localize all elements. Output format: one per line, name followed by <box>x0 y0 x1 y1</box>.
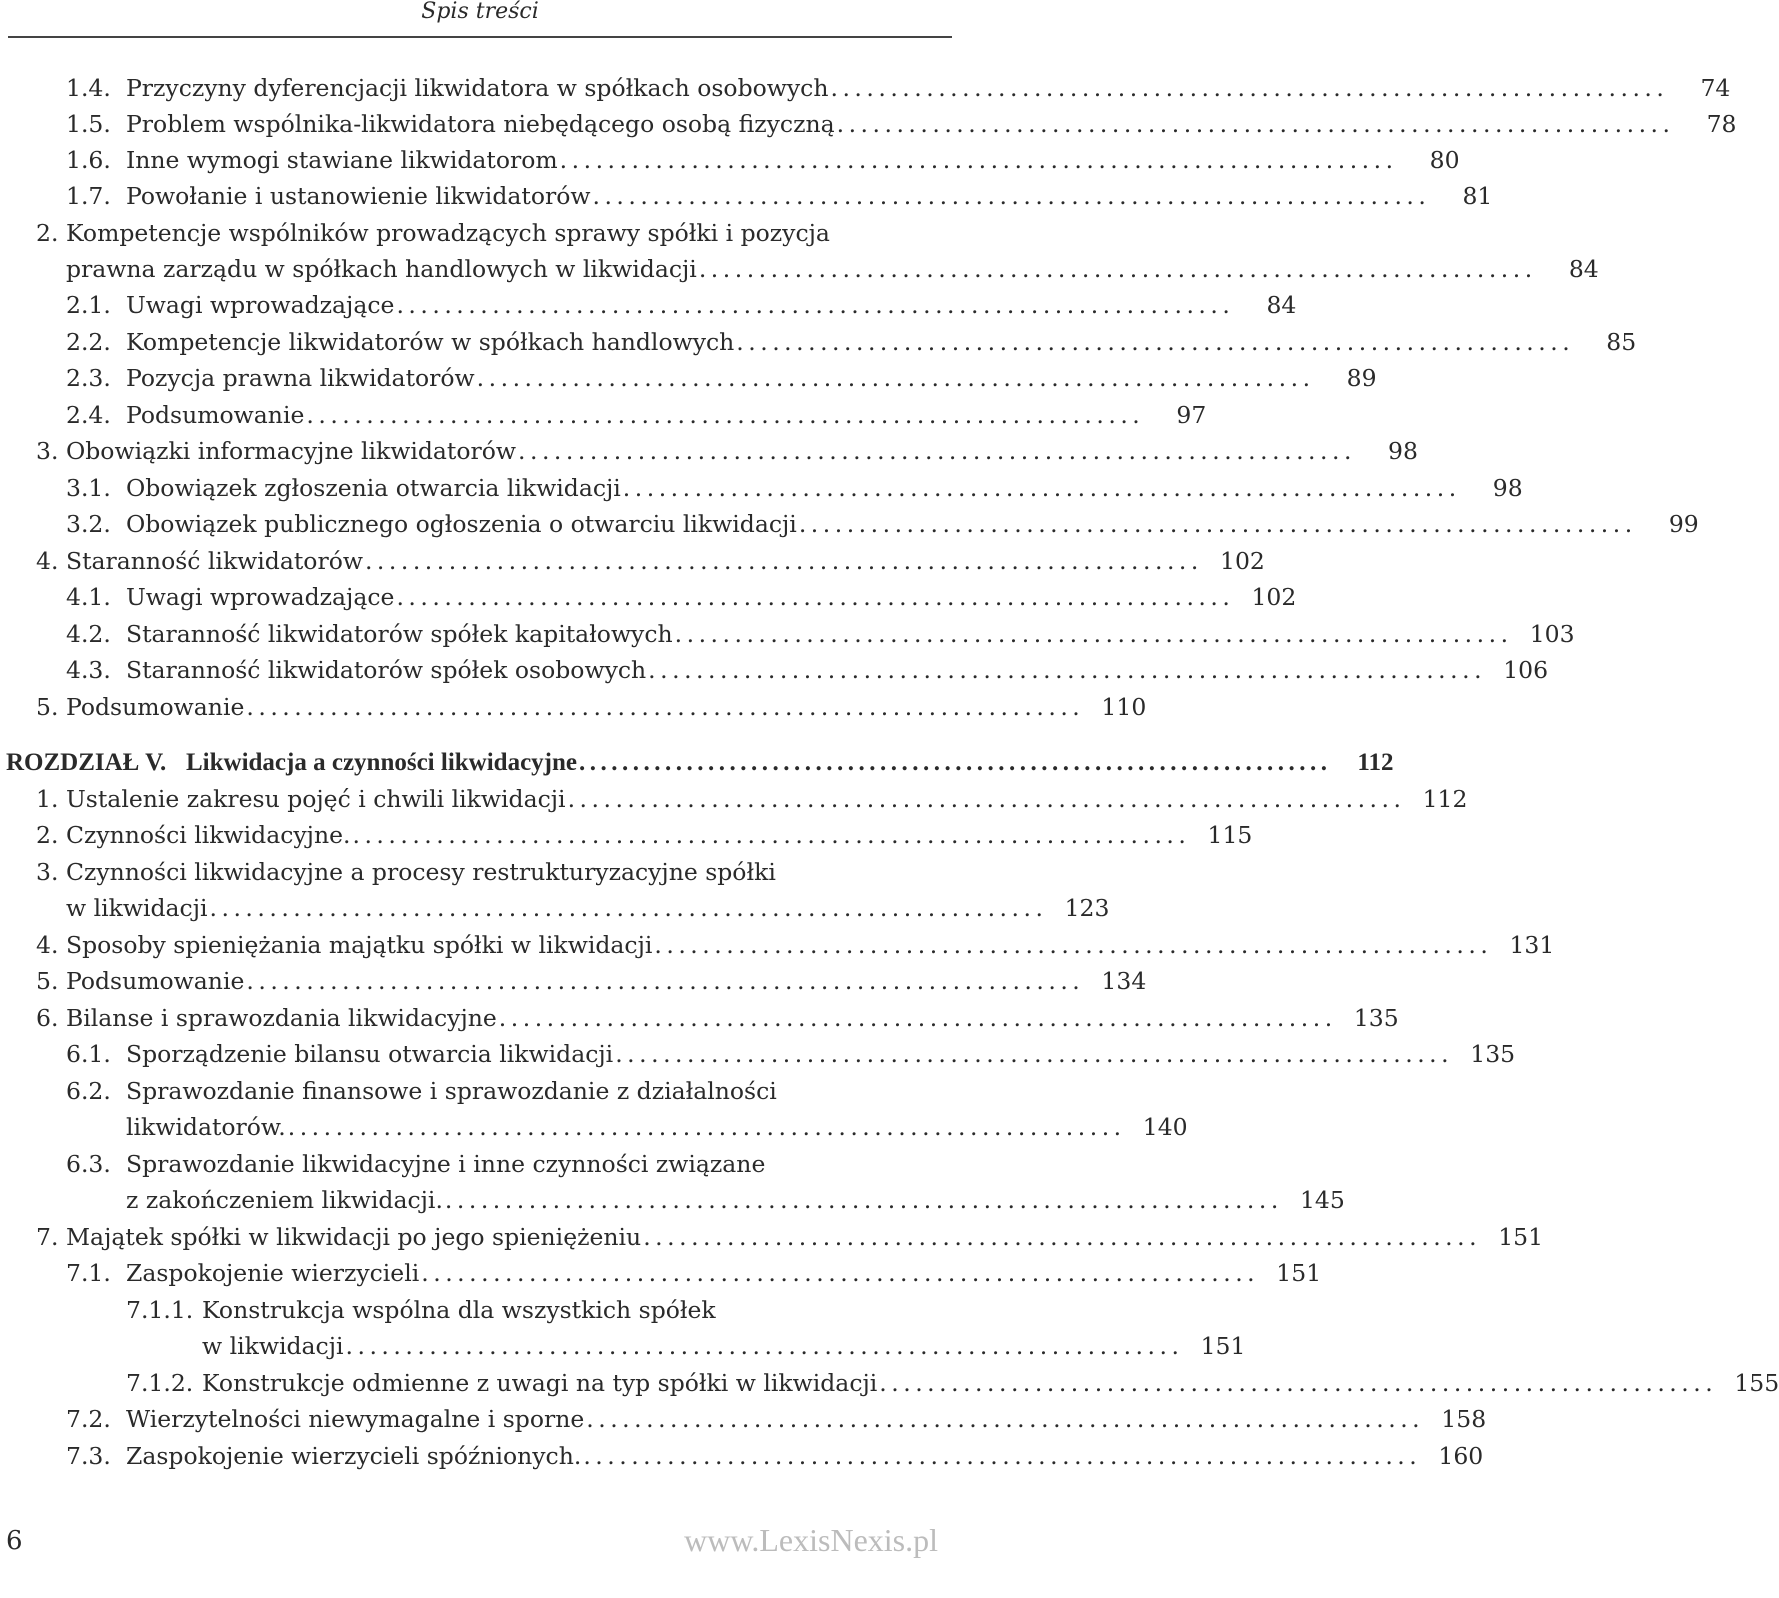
dot-leader: ...................................................................... <box>246 967 1085 995</box>
toc-entry <box>66 652 1549 688</box>
toc-entry-page: 78 <box>1706 110 1737 138</box>
toc-entry-page: 135 <box>1353 1004 1399 1032</box>
toc-entry-title: Wierzytelności niewymagalne i sporne <box>126 1405 585 1433</box>
toc-entry <box>126 1328 1246 1364</box>
dot-leader: ...................................................................... <box>306 401 1145 429</box>
dot-leader: ...................................................................... <box>476 364 1315 392</box>
footer-page-number: 6 <box>6 1526 23 1556</box>
toc-entry-page: 140 <box>1142 1113 1188 1141</box>
dot-leader: ...................................................................... <box>579 749 1332 776</box>
toc-entry-number: 3.2. <box>66 510 111 538</box>
toc-entry <box>6 745 1394 781</box>
dot-leader: ...................................................................... <box>622 474 1461 502</box>
toc-entry-page: 160 <box>1438 1442 1484 1470</box>
toc-entry-page: 151 <box>1276 1259 1322 1287</box>
toc-entry-title: Inne wymogi stawiane likwidatorom <box>126 146 558 174</box>
toc-entry-title: Majątek spółki w likwidacji po jego spieniężeniu <box>66 1223 642 1251</box>
toc-entry-page: 99 <box>1668 510 1699 538</box>
publisher-url: www.LexisNexis.pl <box>684 1522 938 1558</box>
toc-entry-title: Problem wspólnika-likwidatora niebędącego osobą fizyczną <box>126 110 835 138</box>
toc-entry-number: 7.1. <box>66 1259 111 1287</box>
toc-entry-page: 102 <box>1220 547 1265 575</box>
dot-leader: ...................................................................... <box>345 1332 1184 1360</box>
toc-entry-number: 7.2. <box>66 1405 111 1433</box>
toc-entry-title: z zakończeniem likwidacji. <box>126 1186 443 1214</box>
toc-entry <box>36 1219 1544 1255</box>
toc-entry-title: Konstrukcje odmienne z uwagi na typ spółki w likwidacji <box>202 1369 878 1397</box>
toc-entry <box>66 1401 1487 1437</box>
toc-entry-number: 7.1.1. <box>126 1296 194 1324</box>
running-header: Spis treści <box>421 0 539 24</box>
toc-entry <box>66 1109 1188 1145</box>
toc-entry-page: 158 <box>1441 1405 1487 1433</box>
dot-leader: ...................................................................... <box>798 510 1637 538</box>
toc-entry-title: Przyczyny dyferencjacji likwidatora w spółkach osobowych <box>126 74 829 102</box>
toc-entry-number: 4. <box>36 931 59 959</box>
toc-entry-number: 7.1.2. <box>126 1369 194 1397</box>
toc-entry-title: Obowiązki informacyjne likwidatorów <box>66 437 517 465</box>
toc-entry-page: 97 <box>1176 401 1207 429</box>
toc-entry-title: Obowiązek publicznego ogłoszenia o otwarciu likwidacji <box>126 510 797 538</box>
toc-entry-number: 6.2. <box>66 1077 111 1105</box>
toc-entry-page: 81 <box>1462 182 1493 210</box>
toc-entry-number: ROZDZIAŁ V. <box>6 749 167 776</box>
toc-entry <box>66 142 1460 178</box>
toc-entry <box>36 927 1555 963</box>
toc-entry <box>36 854 936 890</box>
toc-entry-number: 2.1. <box>66 291 111 319</box>
toc-entry <box>36 890 1110 926</box>
toc-entry <box>66 397 1207 433</box>
toc-entry-page: 103 <box>1529 620 1575 648</box>
toc-entry-number: 4.1. <box>66 583 111 611</box>
dot-leader: ...................................................................... <box>698 255 1537 283</box>
toc-entry-number: 5. <box>36 693 59 721</box>
toc-entry <box>66 1073 936 1109</box>
toc-entry <box>66 470 1523 506</box>
toc-entry-title: Powołanie i ustanowienie likwidatorów <box>126 182 591 210</box>
toc-entry-title: Sprawozdanie finansowe i sprawozdanie z działalności <box>126 1077 777 1105</box>
toc-entry-title: Czynności likwidacyjne a procesy restrukturyzacyjne spółki <box>66 858 776 886</box>
toc-entry-title: Likwidacja a czynności likwidacyjne <box>186 749 577 776</box>
toc-entry-title: Sporządzenie bilansu otwarcia likwidacji <box>126 1040 614 1068</box>
toc-entry-number: 7.3. <box>66 1442 111 1470</box>
toc-entry-title: Czynności likwidacyjne. <box>66 821 351 849</box>
toc-entry-title: Zaspokojenie wierzycieli spóźnionych. <box>126 1442 582 1470</box>
dot-leader: ...................................................................... <box>209 894 1048 922</box>
dot-leader: ...................................................................... <box>567 785 1406 813</box>
toc-entry-page: 112 <box>1357 749 1394 776</box>
toc-entry-number: 7. <box>36 1223 59 1251</box>
toc-entry-title: prawna zarządu w spółkach handlowych w likwidacji <box>66 255 697 283</box>
toc-entry <box>36 433 1418 469</box>
dot-leader: ...................................................................... <box>879 1369 1718 1397</box>
toc-entry <box>36 781 1468 817</box>
toc-entry <box>66 1438 1484 1474</box>
toc-entry-number: 1.5. <box>66 110 111 138</box>
toc-entry-number: 2. <box>36 219 59 247</box>
toc-entry-page: 131 <box>1509 931 1555 959</box>
toc-entry-page: 84 <box>1266 291 1297 319</box>
dot-leader: ...................................................................... <box>654 931 1493 959</box>
dot-leader: ...................................................................... <box>836 110 1675 138</box>
dot-leader: ...................................................................... <box>396 583 1235 611</box>
toc-entry-page: 84 <box>1568 255 1599 283</box>
header-rule <box>8 36 952 38</box>
dot-leader: ...................................................................... <box>736 328 1575 356</box>
toc-entry-page: 98 <box>1388 437 1418 465</box>
toc-entry-page: 89 <box>1346 364 1377 392</box>
toc-entry-number: 3.1. <box>66 474 111 502</box>
toc-entry-page: 115 <box>1207 821 1253 849</box>
toc-entry <box>66 506 1699 542</box>
toc-entry-page: 98 <box>1492 474 1523 502</box>
dot-leader: ...................................................................... <box>643 1223 1482 1251</box>
dot-leader: ...................................................................... <box>498 1004 1337 1032</box>
toc-entry-title: Kompetencje likwidatorów w spółkach handlowych <box>126 328 735 356</box>
toc-entry-number: 2.3. <box>66 364 111 392</box>
toc-entry-title: Staranność likwidatorów <box>66 547 363 575</box>
dot-leader: ...................................................................... <box>518 437 1356 465</box>
toc-entry <box>66 1255 1322 1291</box>
toc-entry <box>66 1146 936 1182</box>
toc-entry <box>36 215 936 251</box>
toc-entry-title: Staranność likwidatorów spółek osobowych <box>126 656 647 684</box>
toc-entry-title: Podsumowanie <box>126 401 305 429</box>
toc-entry <box>36 817 1253 853</box>
toc-entry-page: 151 <box>1200 1332 1246 1360</box>
toc-entry-number: 4.3. <box>66 656 111 684</box>
dot-leader: ...................................................................... <box>396 291 1235 319</box>
toc-entry <box>126 1292 936 1328</box>
toc-entry <box>66 1182 1345 1218</box>
toc-entry <box>66 287 1297 323</box>
toc-entry-page: 110 <box>1101 693 1147 721</box>
toc-entry-page: 134 <box>1101 967 1147 995</box>
toc-entry-number: 1. <box>36 785 59 813</box>
toc-entry-title: Obowiązek zgłoszenia otwarcia likwidacji <box>126 474 621 502</box>
toc-entry-page: 112 <box>1422 785 1468 813</box>
toc-entry <box>36 963 1147 999</box>
toc-entry <box>66 106 1737 142</box>
dot-leader: ...................................................................... <box>287 1113 1126 1141</box>
toc-entry-page: 135 <box>1470 1040 1516 1068</box>
dot-leader: ...................................................................... <box>648 656 1487 684</box>
toc-entry-title: Staranność likwidatorów spółek kapitałowych <box>126 620 673 648</box>
toc-entry-number: 6.1. <box>66 1040 111 1068</box>
toc-entry-title: Pozycja prawna likwidatorów <box>126 364 475 392</box>
toc-entry <box>36 543 1265 579</box>
toc-entry-title: Podsumowanie <box>66 693 245 721</box>
toc-entry-number: 1.4. <box>66 74 111 102</box>
toc-entry-number: 1.6. <box>66 146 111 174</box>
toc-entry-number: 2. <box>36 821 59 849</box>
toc-entry-title: Uwagi wprowadzające <box>126 583 395 611</box>
dot-leader: ...................................................................... <box>615 1040 1454 1068</box>
toc-entry <box>66 324 1637 360</box>
dot-leader: ...................................................................... <box>830 74 1669 102</box>
toc-entry-number: 5. <box>36 967 59 995</box>
toc-entry-title: Podsumowanie <box>66 967 245 995</box>
toc-entry-page: 80 <box>1429 146 1460 174</box>
toc-entry <box>66 178 1493 214</box>
toc-entry-page: 102 <box>1251 583 1297 611</box>
toc-entry-page: 155 <box>1734 1369 1779 1397</box>
toc-entry-page: 123 <box>1064 894 1110 922</box>
toc-entry-number: 2.4. <box>66 401 111 429</box>
toc-entry-number: 1.7. <box>66 182 111 210</box>
toc-entry-page: 106 <box>1503 656 1549 684</box>
toc-entry <box>66 616 1575 652</box>
toc-entry-number: 3. <box>36 437 59 465</box>
toc-entry-number: 3. <box>36 858 59 886</box>
dot-leader: ...................................................................... <box>364 547 1203 575</box>
toc-entry-title: Sposoby spieniężania majątku spółki w likwidacji <box>66 931 653 959</box>
toc-entry-title: Sprawozdanie likwidacyjne i inne czynności związane <box>126 1150 766 1178</box>
toc-entry-title: Zaspokojenie wierzycieli <box>126 1259 420 1287</box>
toc-entry-page: 145 <box>1299 1186 1345 1214</box>
dot-leader: ...................................................................... <box>246 693 1085 721</box>
dot-leader: ...................................................................... <box>592 182 1431 210</box>
dot-leader: ...................................................................... <box>674 620 1513 648</box>
toc-entry-title: likwidatorów. <box>126 1113 286 1141</box>
toc-entry-number: 4.2. <box>66 620 111 648</box>
toc-entry-title: Kompetencje wspólników prowadzących sprawy spółki i pozycja <box>66 219 830 247</box>
toc-entry <box>66 360 1377 396</box>
dot-leader: ...................................................................... <box>583 1442 1422 1470</box>
dot-leader: ...................................................................... <box>559 146 1398 174</box>
dot-leader: ...................................................................... <box>444 1186 1283 1214</box>
dot-leader: ...................................................................... <box>421 1259 1260 1287</box>
toc-entry <box>36 689 1147 725</box>
toc-entry-title: w likwidacji <box>66 894 208 922</box>
toc-entry <box>36 1000 1399 1036</box>
toc-entry-title: w likwidacji <box>202 1332 344 1360</box>
toc-entry-page: 74 <box>1700 74 1731 102</box>
toc-entry-number: 2.2. <box>66 328 111 356</box>
toc-entry-page: 85 <box>1606 328 1637 356</box>
toc-entry-number: 4. <box>36 547 59 575</box>
toc-entry <box>66 579 1297 615</box>
toc-entry <box>126 1365 1779 1401</box>
dot-leader: ...................................................................... <box>586 1405 1425 1433</box>
toc-entry <box>66 1036 1516 1072</box>
toc-entry-title: Uwagi wprowadzające <box>126 291 395 319</box>
toc-entry <box>66 70 1731 106</box>
dot-leader: ...................................................................... <box>352 821 1191 849</box>
toc-entry-title: Konstrukcja wspólna dla wszystkich spółek <box>202 1296 716 1324</box>
toc-entry-title: Ustalenie zakresu pojęć i chwili likwidacji <box>66 785 566 813</box>
toc-entry-number: 6. <box>36 1004 59 1032</box>
toc-entry-page: 151 <box>1498 1223 1544 1251</box>
toc-entry <box>36 251 1599 287</box>
toc-entry-number: 6.3. <box>66 1150 111 1178</box>
toc-entry-title: Bilanse i sprawozdania likwidacyjne <box>66 1004 497 1032</box>
